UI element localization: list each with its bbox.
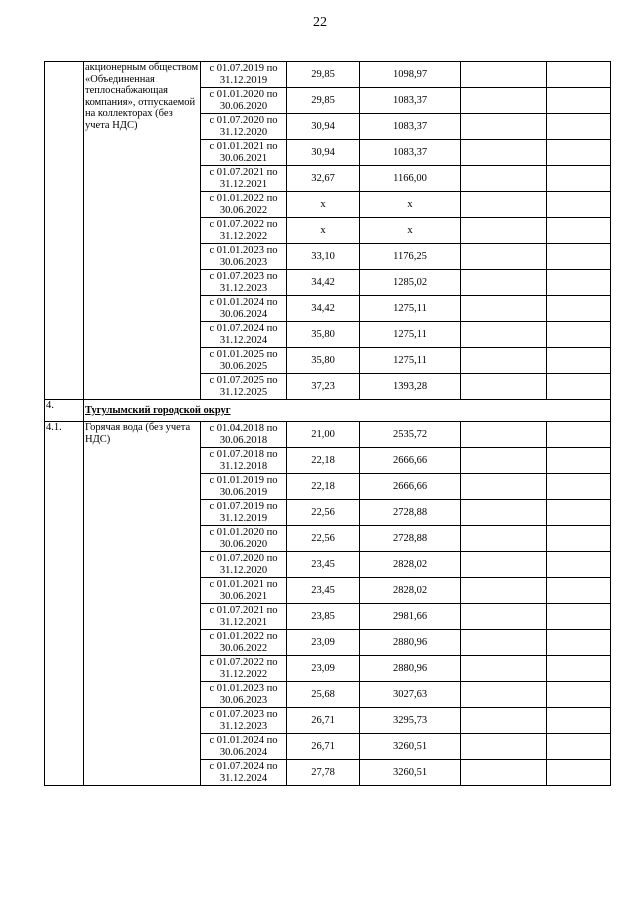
value-cell: х [360,192,461,218]
empty-cell [461,474,547,500]
empty-cell [547,62,611,88]
empty-cell [461,760,547,786]
value-cell: 1275,11 [360,348,461,374]
empty-cell [547,500,611,526]
empty-cell [547,192,611,218]
period-cell: с 01.07.2025 по 31.12.2025 [201,374,287,400]
empty-cell [547,630,611,656]
period-cell: с 01.07.2020 по 31.12.2020 [201,552,287,578]
table-row [45,422,611,448]
empty-cell [547,270,611,296]
value-cell: 25,68 [287,682,360,708]
value-cell: х [287,192,360,218]
empty-cell [547,374,611,400]
empty-cell [461,114,547,140]
value-cell: 3027,63 [360,682,461,708]
value-cell: 22,18 [287,474,360,500]
empty-cell [461,296,547,322]
empty-cell [547,244,611,270]
value-cell: 2666,66 [360,474,461,500]
empty-cell [461,552,547,578]
value-cell: 23,45 [287,578,360,604]
value-cell: 23,09 [287,656,360,682]
empty-cell [461,166,547,192]
value-cell: 21,00 [287,422,360,448]
empty-cell [547,526,611,552]
value-cell: 1098,97 [360,62,461,88]
period-cell: с 01.07.2023 по 31.12.2023 [201,270,287,296]
period-cell: с 01.07.2021 по 31.12.2021 [201,604,287,630]
section-row [45,400,611,422]
period-cell: с 01.04.2018 по 30.06.2018 [201,422,287,448]
empty-cell [461,734,547,760]
period-cell: с 01.07.2019 по 31.12.2019 [201,500,287,526]
empty-cell [461,140,547,166]
period-cell: с 01.07.2023 по 31.12.2023 [201,708,287,734]
period-cell: с 01.01.2024 по 30.06.2024 [201,296,287,322]
period-cell: с 01.01.2020 по 30.06.2020 [201,526,287,552]
value-cell: х [360,218,461,244]
page-number: 22 [313,15,327,30]
value-cell: 2880,96 [360,656,461,682]
empty-cell [547,760,611,786]
period-cell: с 01.07.2019 по 31.12.2019 [201,62,287,88]
value-cell: 34,42 [287,296,360,322]
value-cell: 3260,51 [360,760,461,786]
value-cell: 2666,66 [360,448,461,474]
empty-cell [461,630,547,656]
period-cell: с 01.07.2021 по 31.12.2021 [201,166,287,192]
empty-cell [461,62,547,88]
row-number-cell [45,62,84,400]
section-title: Тугулымский городской округ [84,400,611,422]
empty-cell [547,166,611,192]
value-cell: 3260,51 [360,734,461,760]
value-cell: 2535,72 [360,422,461,448]
empty-cell [461,422,547,448]
period-cell: с 01.07.2022 по 31.12.2022 [201,218,287,244]
empty-cell [547,348,611,374]
empty-cell [547,322,611,348]
empty-cell [547,448,611,474]
service-name-cell: акционерным обществом «Объединенная теплоснабжающая компания», отпускаемой на коллекторах (без учета НДС) [84,62,201,400]
value-cell: 30,94 [287,140,360,166]
section-number: 4. [45,400,84,422]
empty-cell [461,500,547,526]
period-cell: с 01.07.2018 по 31.12.2018 [201,448,287,474]
empty-cell [461,448,547,474]
value-cell: 1083,37 [360,140,461,166]
row-number-cell: 4.1. [45,422,84,786]
value-cell: 22,56 [287,500,360,526]
value-cell: 33,10 [287,244,360,270]
period-cell: с 01.01.2021 по 30.06.2021 [201,578,287,604]
period-cell: с 01.07.2022 по 31.12.2022 [201,656,287,682]
period-cell: с 01.07.2024 по 31.12.2024 [201,322,287,348]
value-cell: 23,85 [287,604,360,630]
empty-cell [547,578,611,604]
tariff-table [44,61,611,786]
value-cell: 22,18 [287,448,360,474]
value-cell: 32,67 [287,166,360,192]
empty-cell [461,244,547,270]
value-cell: 30,94 [287,114,360,140]
empty-cell [461,270,547,296]
empty-cell [547,656,611,682]
value-cell: 26,71 [287,734,360,760]
value-cell: 1275,11 [360,322,461,348]
value-cell: 2828,02 [360,552,461,578]
empty-cell [461,374,547,400]
empty-cell [461,578,547,604]
period-cell: с 01.01.2025 по 30.06.2025 [201,348,287,374]
value-cell: 27,78 [287,760,360,786]
value-cell: 1083,37 [360,114,461,140]
service-name-cell: Горячая вода (без учета НДС) [84,422,201,786]
value-cell: 2728,88 [360,526,461,552]
empty-cell [547,422,611,448]
empty-cell [547,552,611,578]
value-cell: 1176,25 [360,244,461,270]
value-cell: 3295,73 [360,708,461,734]
period-cell: с 01.01.2022 по 30.06.2022 [201,630,287,656]
empty-cell [461,526,547,552]
period-cell: с 01.01.2023 по 30.06.2023 [201,244,287,270]
period-cell: с 01.01.2021 по 30.06.2021 [201,140,287,166]
value-cell: 2981,66 [360,604,461,630]
value-cell: 2728,88 [360,500,461,526]
empty-cell [547,218,611,244]
value-cell: 29,85 [287,62,360,88]
empty-cell [547,88,611,114]
period-cell: с 01.01.2020 по 30.06.2020 [201,88,287,114]
empty-cell [461,708,547,734]
value-cell: 1083,37 [360,88,461,114]
empty-cell [547,474,611,500]
empty-cell [461,322,547,348]
value-cell: 2828,02 [360,578,461,604]
period-cell: с 01.07.2020 по 31.12.2020 [201,114,287,140]
empty-cell [547,604,611,630]
value-cell: 34,42 [287,270,360,296]
period-cell: с 01.01.2024 по 30.06.2024 [201,734,287,760]
period-cell: с 01.07.2024 по 31.12.2024 [201,760,287,786]
value-cell: 1275,11 [360,296,461,322]
empty-cell [547,114,611,140]
value-cell: 37,23 [287,374,360,400]
value-cell: 23,09 [287,630,360,656]
value-cell: 1393,28 [360,374,461,400]
value-cell: 22,56 [287,526,360,552]
empty-cell [547,296,611,322]
period-cell: с 01.01.2019 по 30.06.2019 [201,474,287,500]
value-cell: 29,85 [287,88,360,114]
value-cell: 2880,96 [360,630,461,656]
empty-cell [461,682,547,708]
empty-cell [461,348,547,374]
empty-cell [461,88,547,114]
empty-cell [547,734,611,760]
value-cell: 26,71 [287,708,360,734]
period-cell: с 01.01.2023 по 30.06.2023 [201,682,287,708]
value-cell: 23,45 [287,552,360,578]
period-cell: с 01.01.2022 по 30.06.2022 [201,192,287,218]
empty-cell [547,682,611,708]
value-cell: 35,80 [287,322,360,348]
value-cell: 1166,00 [360,166,461,192]
empty-cell [547,708,611,734]
value-cell: х [287,218,360,244]
value-cell: 1285,02 [360,270,461,296]
table-row [45,62,611,88]
empty-cell [461,218,547,244]
empty-cell [461,192,547,218]
empty-cell [461,656,547,682]
empty-cell [547,140,611,166]
empty-cell [461,604,547,630]
value-cell: 35,80 [287,348,360,374]
